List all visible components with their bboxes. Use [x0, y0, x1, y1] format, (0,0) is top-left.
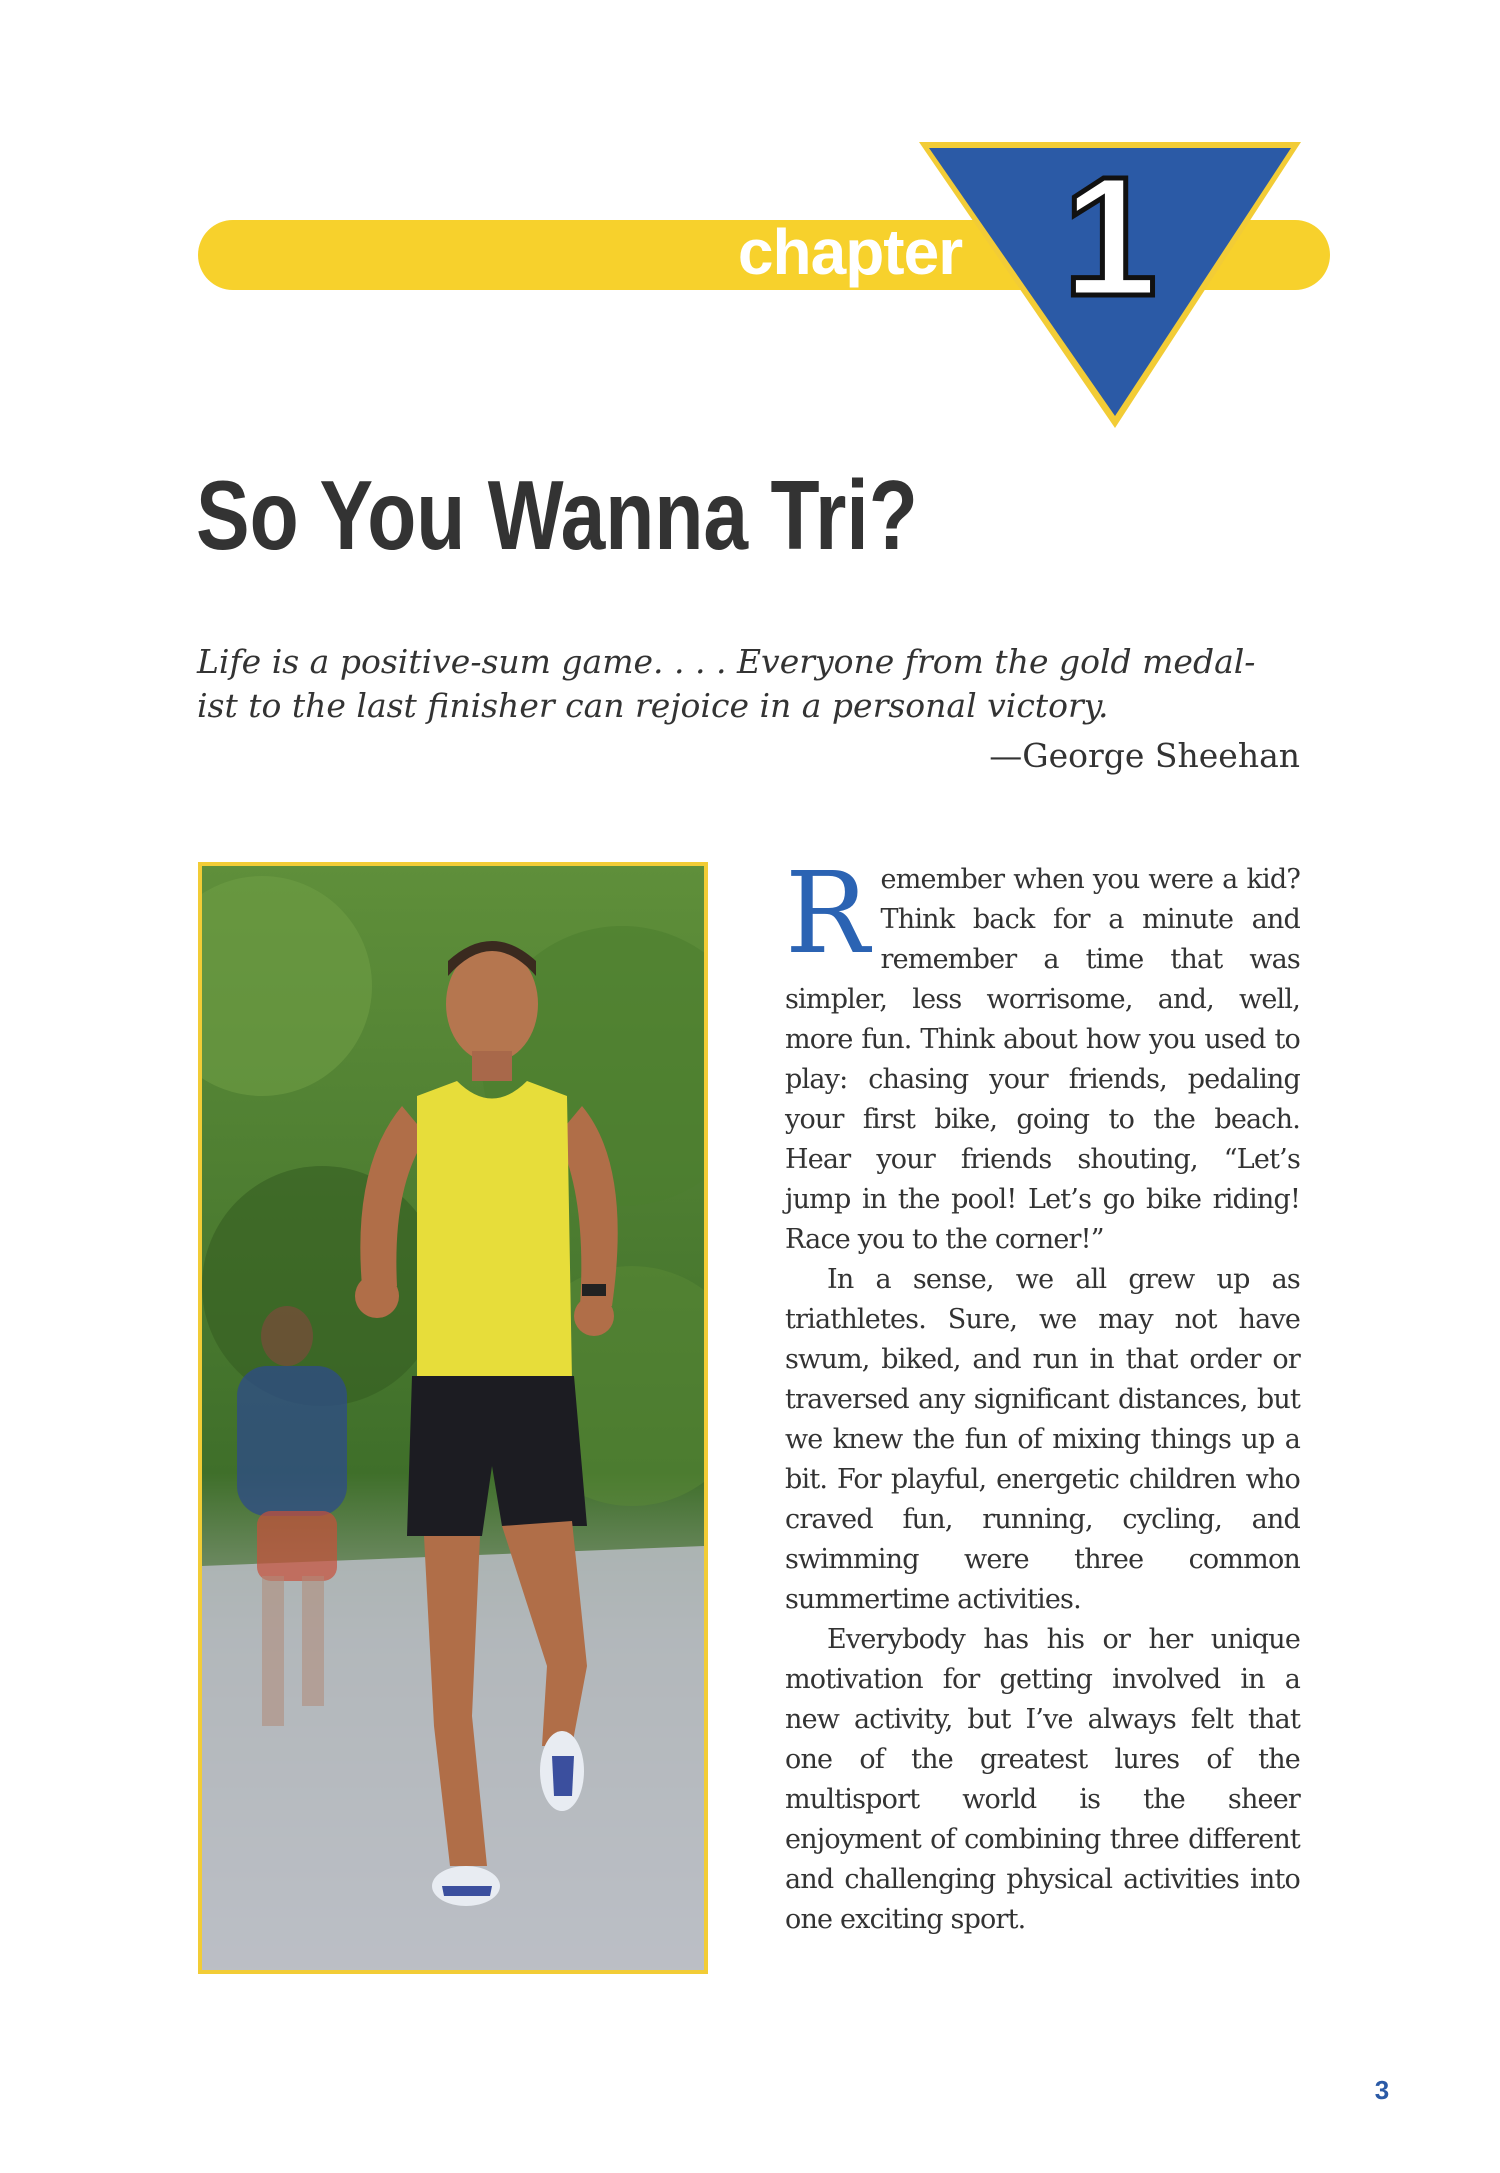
page-number: 3 — [1374, 2075, 1390, 2105]
drop-cap: R — [785, 849, 869, 979]
chapter-label: chapter — [737, 216, 963, 288]
body-text — [785, 849, 1300, 1950]
runner-photo — [198, 862, 708, 1974]
epigraph-attribution: —George Sheehan — [989, 736, 1300, 775]
chapter-title: So You Wanna Tri? — [196, 460, 918, 570]
chapter-number: 1 — [1062, 142, 1158, 332]
body-paragraph-1 — [785, 849, 1300, 1260]
body-paragraph-2: In a sense, we all grew up as triathletes. Sure, we may not have swum, biked, and run in that order or traversed any significant distances, but we knew the fun of mixing things up a bit. For playful, energetic children who craved fun, running, cycling, and swimming were three common summertime activities. — [785, 1264, 1300, 1615]
paragraph-text: emember when you were a kid? Think back for a minute and remember a time that was simpler, less worrisome, and, well, more fun. Think about how you used to play: chasing your friends, pedaling your first bike, going to the beach. Hear your friends shouting, “Let’s jump in the pool! Let’s go bike riding! Race you to the corner!” — [785, 864, 1300, 1255]
epigraph-line-2: ist to the last finisher can rejoice in a personal victory. — [197, 686, 1109, 725]
body-paragraph-3: Everybody has his or her unique motivation for getting involved in a new activity, but I’ve always felt that one of the greatest lures of the multisport world is the sheer enjoyment of combining three different and challenging physical activities into one exciting sport. — [785, 1624, 1300, 1935]
epigraph-line-1: Life is a positive-sum game. . . . Everyone from the gold medal- — [197, 642, 1256, 681]
